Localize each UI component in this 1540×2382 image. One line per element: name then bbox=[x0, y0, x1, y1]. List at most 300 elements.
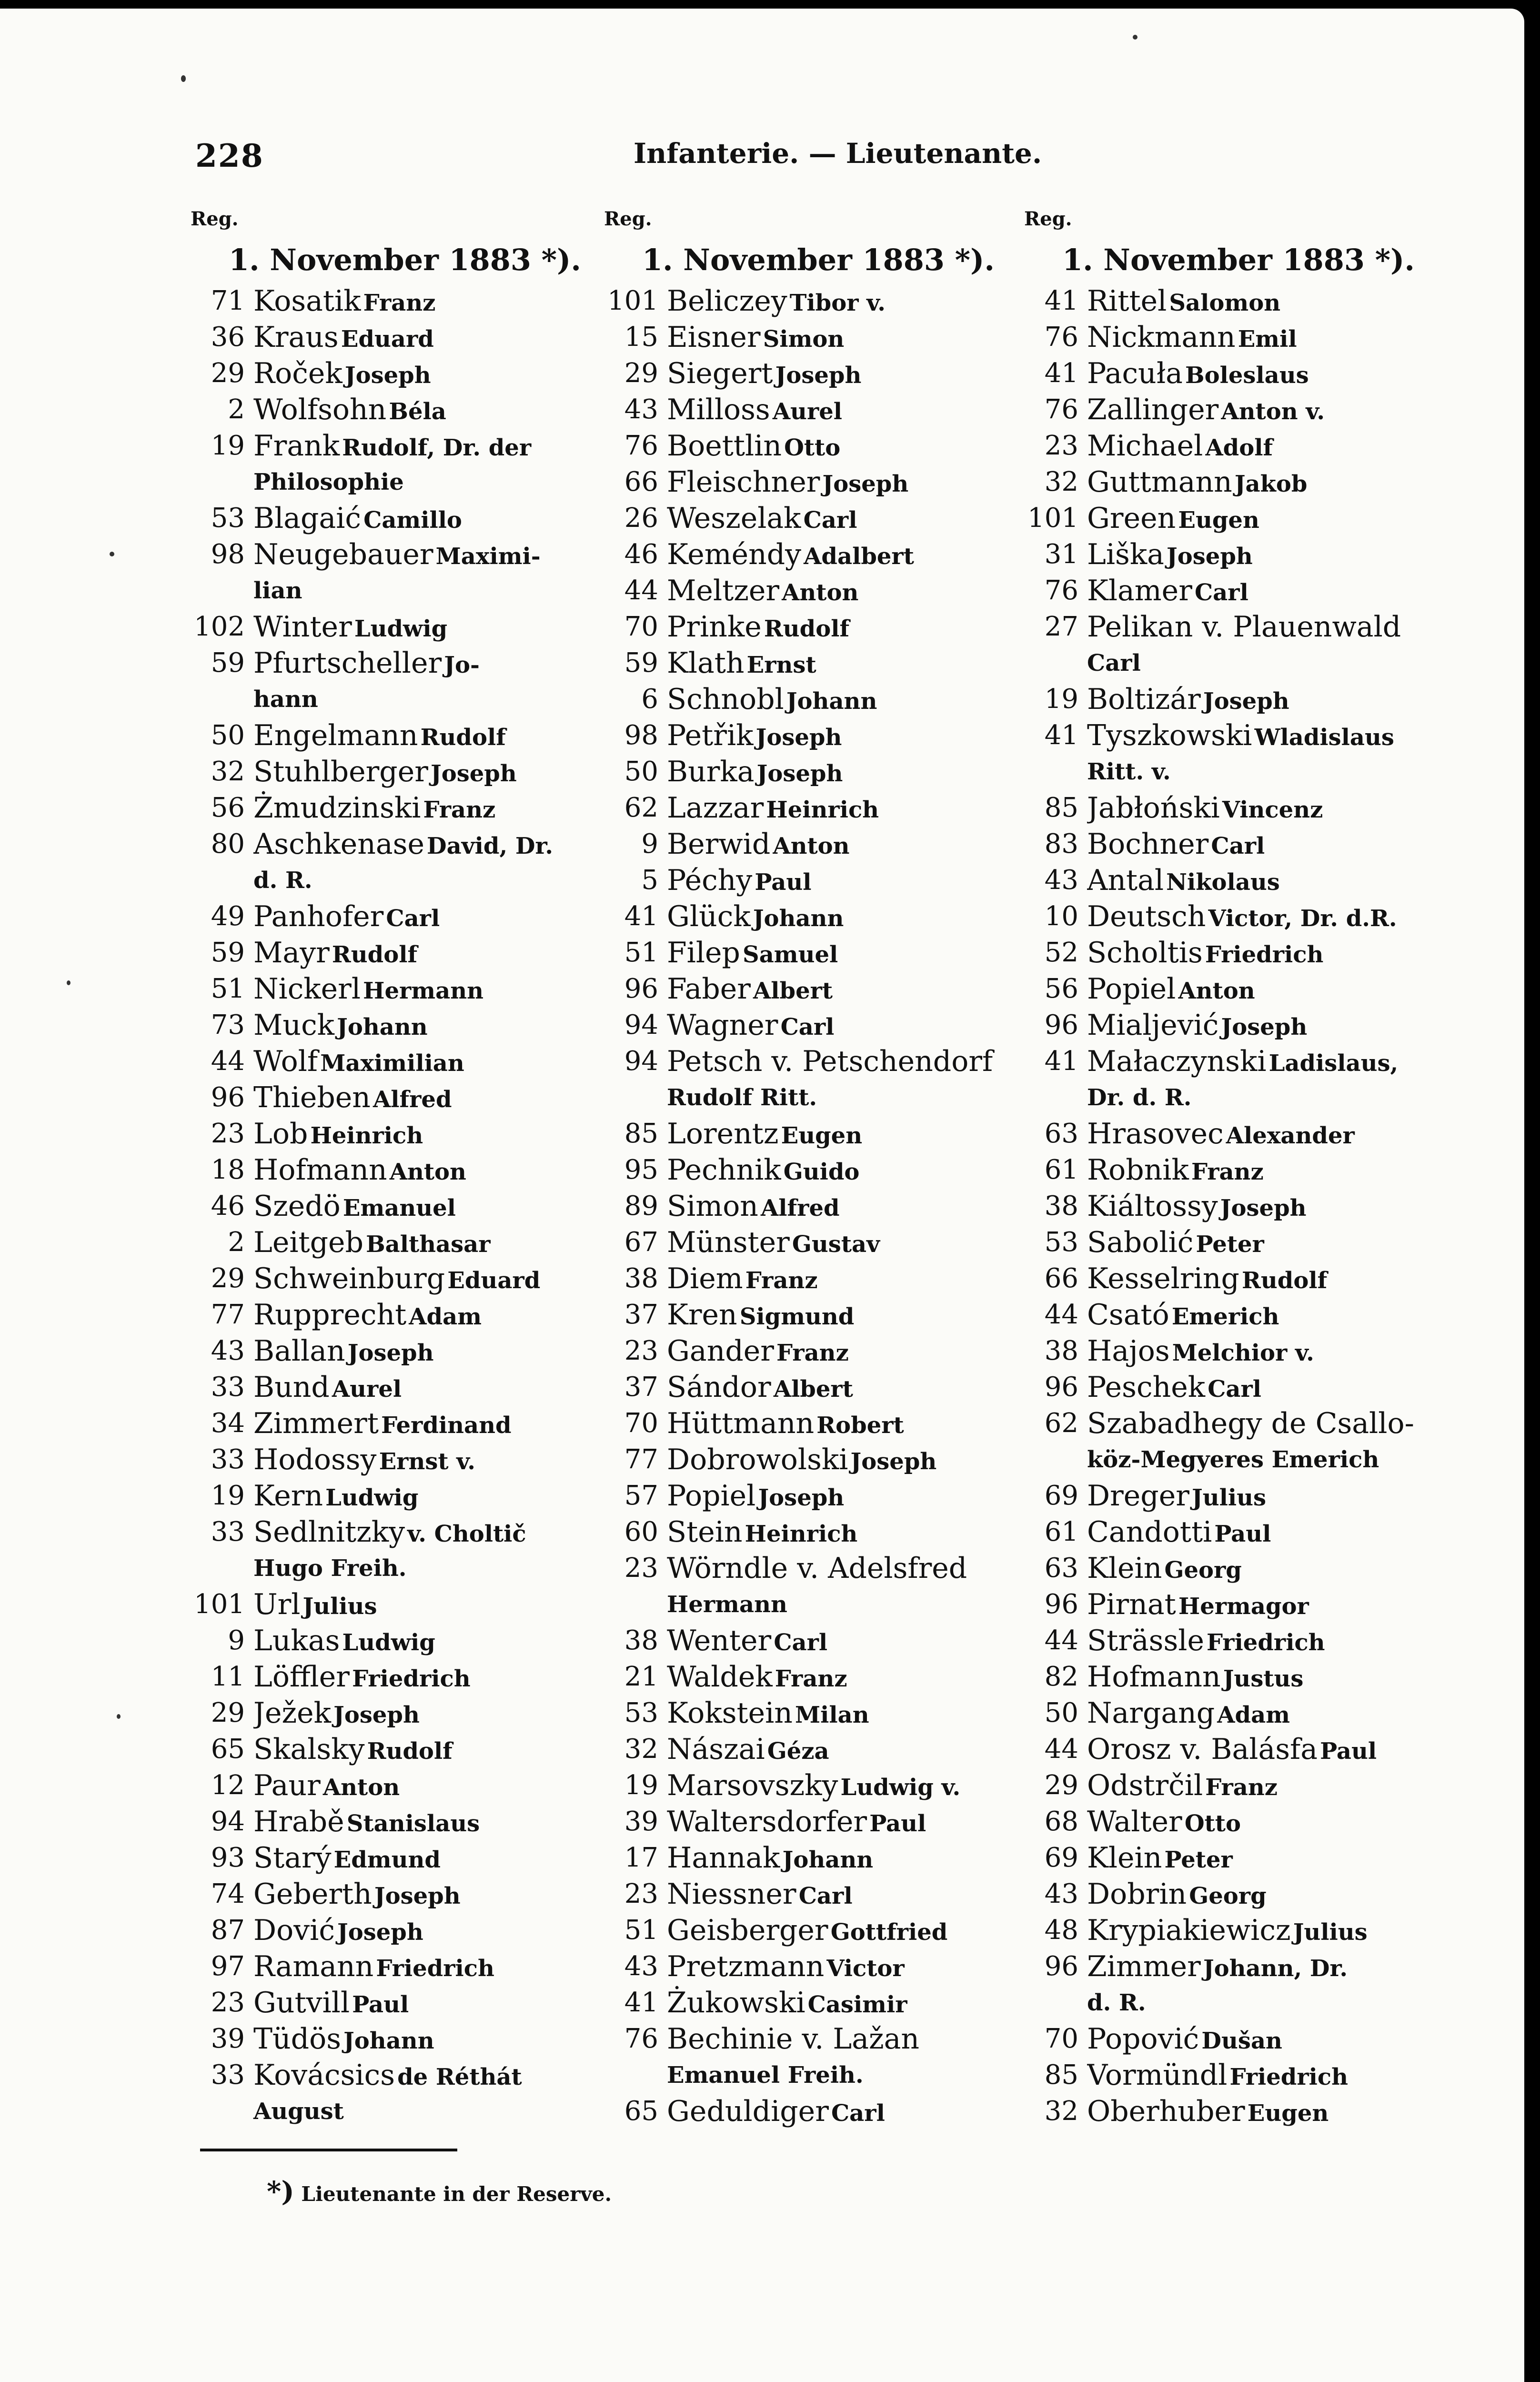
surname: Burka bbox=[667, 755, 755, 788]
list-item bbox=[191, 1840, 610, 1876]
surname: Żukowski bbox=[667, 1986, 805, 2019]
given-name: Paul bbox=[1320, 1738, 1377, 1765]
regiment-number: 38 bbox=[624, 1263, 658, 1294]
surname: Bechinie v. Lažan bbox=[667, 2022, 920, 2056]
officer-name bbox=[1087, 1152, 1443, 1188]
name-continuation: Philosophie bbox=[253, 469, 404, 495]
given-name: Johann bbox=[786, 688, 877, 715]
given-name: Simon bbox=[763, 326, 845, 353]
regiment-number: 43 bbox=[1044, 865, 1078, 896]
list-item bbox=[604, 1659, 1023, 1695]
given-name: Heinrich bbox=[766, 797, 879, 823]
list-item bbox=[604, 754, 1023, 790]
surname: Weszelak bbox=[667, 502, 801, 535]
given-name: Julius bbox=[302, 1593, 377, 1620]
officer-name bbox=[667, 1152, 1023, 1188]
surname: Hofmann bbox=[253, 1153, 387, 1187]
officer-name bbox=[667, 1876, 1023, 1912]
regiment-number: 9 bbox=[228, 1625, 245, 1656]
officer-name bbox=[1087, 1478, 1443, 1514]
surname: Sándor bbox=[667, 1371, 771, 1404]
list-item bbox=[1024, 1767, 1443, 1804]
given-name: Géza bbox=[767, 1738, 829, 1765]
officer-name bbox=[253, 1985, 610, 2021]
surname: Simon bbox=[667, 1190, 758, 1223]
surname: Boettlin bbox=[667, 429, 782, 463]
officer-name bbox=[667, 935, 1023, 971]
list-item bbox=[191, 355, 610, 392]
regiment-number: 46 bbox=[211, 1191, 245, 1221]
regiment-number: 56 bbox=[1044, 973, 1078, 1004]
officer-name bbox=[253, 2021, 610, 2057]
list-item bbox=[1024, 1586, 1443, 1623]
officer-name bbox=[1087, 1876, 1443, 1912]
ink-speck bbox=[1133, 35, 1137, 40]
list-item bbox=[1024, 826, 1443, 862]
officer-name bbox=[667, 1405, 1023, 1442]
given-name: Adolf bbox=[1205, 434, 1273, 461]
given-name: Carl bbox=[803, 507, 857, 534]
given-name: Franz bbox=[423, 797, 496, 823]
given-name: v. Choltič bbox=[407, 1521, 526, 1547]
regiment-number: 96 bbox=[211, 1082, 245, 1113]
given-name: Joseph bbox=[430, 760, 517, 787]
surname: Jabłoński bbox=[1087, 791, 1220, 825]
officer-name bbox=[1087, 536, 1443, 573]
officer-name bbox=[667, 826, 1023, 862]
regiment-number: 37 bbox=[624, 1372, 658, 1403]
officer-name bbox=[253, 826, 610, 862]
surname: Csató bbox=[1087, 1298, 1169, 1332]
officer-name bbox=[667, 1442, 1023, 1478]
officer-name bbox=[253, 536, 610, 573]
regiment-number: 85 bbox=[1044, 792, 1078, 823]
surname: Thieben bbox=[253, 1081, 371, 1114]
surname: Prinke bbox=[667, 610, 762, 644]
regiment-number: 9 bbox=[641, 828, 658, 859]
given-name: Franz bbox=[745, 1267, 818, 1294]
officer-name bbox=[253, 1007, 610, 1043]
regiment-number: 32 bbox=[1044, 466, 1078, 497]
given-name: Victor bbox=[826, 1955, 905, 1982]
given-name: Albert bbox=[753, 978, 833, 1004]
regiment-number: 5 bbox=[641, 865, 658, 896]
regiment-number: 44 bbox=[1044, 1299, 1078, 1330]
regiment-number: 41 bbox=[1044, 1046, 1078, 1077]
regiment-number: 41 bbox=[624, 1987, 658, 2018]
regiment-number: 101 bbox=[607, 285, 658, 316]
surname: Hrabě bbox=[253, 1805, 344, 1838]
list-item bbox=[191, 1767, 610, 1804]
list-item bbox=[191, 1405, 610, 1442]
regiment-number: 38 bbox=[1044, 1335, 1078, 1366]
surname: Boltizár bbox=[1087, 683, 1201, 716]
regiment-number: 32 bbox=[211, 756, 245, 787]
list-item bbox=[604, 1188, 1023, 1224]
surname: Lukas bbox=[253, 1624, 340, 1657]
given-name: Carl bbox=[798, 1883, 853, 1909]
regiment-number: 32 bbox=[1044, 2096, 1078, 2127]
regiment-number: 96 bbox=[624, 973, 658, 1004]
given-name: Eduard bbox=[341, 326, 434, 353]
surname: Pirnat bbox=[1087, 1588, 1176, 1621]
list-item bbox=[191, 392, 610, 428]
officer-name bbox=[1087, 1224, 1443, 1261]
officer-name bbox=[253, 754, 610, 790]
given-name: Johann bbox=[337, 1014, 428, 1040]
given-name: Paul bbox=[869, 1810, 926, 1837]
surname: Wolfsohn bbox=[253, 393, 387, 426]
regiment-number: 77 bbox=[211, 1299, 245, 1330]
surname: Petřik bbox=[667, 719, 754, 752]
regiment-number: 98 bbox=[211, 539, 245, 570]
footnote-text: Lieutenante in der Reserve. bbox=[301, 2182, 612, 2206]
given-name: Johann bbox=[782, 1847, 874, 1873]
surname: Glück bbox=[667, 900, 751, 933]
column-heading: 1. November 1883 *). bbox=[229, 242, 581, 277]
surname: Filep bbox=[667, 936, 740, 969]
given-name: de Réthát bbox=[397, 2064, 522, 2090]
officer-name bbox=[667, 971, 1023, 1007]
given-name: Rudolf bbox=[332, 941, 418, 968]
list-item bbox=[1024, 1623, 1443, 1659]
surname: Engelmann bbox=[253, 719, 418, 752]
surname: Peschek bbox=[1087, 1371, 1206, 1404]
regiment-number: 23 bbox=[211, 1118, 245, 1149]
surname: Hofmann bbox=[1087, 1660, 1221, 1694]
given-name: Adalbert bbox=[804, 543, 914, 570]
list-item bbox=[1024, 935, 1443, 971]
regiment-number: 12 bbox=[211, 1770, 245, 1801]
list-item bbox=[191, 790, 610, 826]
surname: Zimmert bbox=[253, 1407, 379, 1440]
surname: Löffler bbox=[253, 1660, 350, 1694]
surname: Oberhuber bbox=[1087, 2095, 1245, 2128]
given-name: Rudolf bbox=[1242, 1267, 1328, 1294]
surname: Kern bbox=[253, 1479, 323, 1513]
list-item bbox=[604, 1297, 1023, 1333]
surname: Dobrin bbox=[1087, 1877, 1187, 1911]
surname: Péchy bbox=[667, 864, 753, 897]
officer-name bbox=[253, 355, 610, 392]
given-name: Alfred bbox=[761, 1195, 840, 1221]
list-item bbox=[604, 464, 1023, 500]
given-name: Anton bbox=[782, 579, 859, 606]
surname: Bund bbox=[253, 1371, 330, 1404]
regiment-number: 23 bbox=[624, 1553, 658, 1584]
officer-name bbox=[253, 2057, 610, 2093]
given-name: Friedrich bbox=[1205, 941, 1324, 968]
list-item bbox=[604, 1948, 1023, 1985]
regiment-number: 29 bbox=[211, 1697, 245, 1728]
regiment-number: 2 bbox=[228, 394, 245, 425]
officer-name bbox=[667, 355, 1023, 392]
given-name: Friedrich bbox=[352, 1665, 471, 1692]
officer-name bbox=[1087, 1912, 1443, 1948]
officer-name bbox=[667, 500, 1023, 536]
list-item bbox=[1024, 392, 1443, 428]
book-page bbox=[0, 9, 1524, 2382]
regiment-number: 96 bbox=[1044, 1372, 1078, 1403]
list-item bbox=[191, 1586, 610, 1623]
regiment-number: 89 bbox=[624, 1191, 658, 1221]
surname: Gander bbox=[667, 1334, 774, 1368]
surname: Szabadhegy de Csallo- bbox=[1087, 1407, 1414, 1440]
officer-name bbox=[1087, 2093, 1443, 2130]
given-name: Friedrich bbox=[376, 1955, 494, 1982]
regiment-number: 69 bbox=[1044, 1480, 1078, 1511]
given-name: Joseph bbox=[775, 362, 862, 389]
officer-name bbox=[1087, 971, 1443, 1007]
list-item bbox=[1024, 1876, 1443, 1912]
given-name: Otto bbox=[784, 434, 841, 461]
regiment-number: 39 bbox=[624, 1806, 658, 1837]
regiment-number: 21 bbox=[624, 1661, 658, 1692]
list-item bbox=[1024, 500, 1443, 536]
officer-name bbox=[667, 1550, 1023, 1586]
given-name: Eduard bbox=[447, 1267, 541, 1294]
given-name: Joseph bbox=[333, 1702, 420, 1728]
surname: Michael bbox=[1087, 429, 1203, 463]
regiment-number: 29 bbox=[211, 358, 245, 389]
list-item bbox=[191, 1224, 610, 1261]
surname: Nászai bbox=[667, 1733, 765, 1766]
surname: Szedö bbox=[253, 1190, 341, 1223]
list-item bbox=[1024, 2021, 1443, 2057]
list-item bbox=[1024, 536, 1443, 573]
officer-name bbox=[667, 790, 1023, 826]
given-name: Alfred bbox=[373, 1086, 452, 1113]
surname: Schnobl bbox=[667, 683, 784, 716]
list-item bbox=[604, 1369, 1023, 1405]
list-item bbox=[604, 2021, 1023, 2057]
surname: Liška bbox=[1087, 538, 1164, 571]
given-name: Anton bbox=[322, 1774, 400, 1801]
officer-name bbox=[1087, 1550, 1443, 1586]
given-name: Joseph bbox=[1220, 1195, 1307, 1221]
list-item bbox=[191, 500, 610, 536]
list-item bbox=[191, 1659, 610, 1695]
regiment-number: 93 bbox=[211, 1842, 245, 1873]
regiment-number: 96 bbox=[1044, 1009, 1078, 1040]
surname: Panhofer bbox=[253, 900, 384, 933]
list-item bbox=[1024, 1659, 1443, 1695]
given-name: Samuel bbox=[743, 941, 838, 968]
given-name: David, Dr. bbox=[427, 833, 554, 859]
entry-list bbox=[191, 283, 610, 2130]
list-item bbox=[1024, 717, 1443, 754]
regiment-number: 51 bbox=[624, 937, 658, 968]
regiment-number: 96 bbox=[1044, 1589, 1078, 1620]
list-item bbox=[1024, 1369, 1443, 1405]
list-item bbox=[191, 1623, 610, 1659]
list-item bbox=[604, 1007, 1023, 1043]
surname: Wenter bbox=[667, 1624, 772, 1657]
list-item bbox=[1024, 790, 1443, 826]
regiment-number: 41 bbox=[1044, 285, 1078, 316]
reg-label: Reg. bbox=[1024, 208, 1072, 230]
list-item bbox=[1024, 609, 1443, 645]
given-name: Franz bbox=[1191, 1159, 1264, 1185]
surname: Kren bbox=[667, 1298, 737, 1332]
surname: Berwid bbox=[667, 828, 771, 861]
ink-speck bbox=[181, 75, 186, 82]
officer-name bbox=[1087, 681, 1443, 717]
ink-speck bbox=[67, 980, 70, 985]
surname: Klamer bbox=[1087, 574, 1192, 607]
given-name: Joseph bbox=[822, 471, 909, 497]
surname: Tüdös bbox=[253, 2022, 341, 2056]
given-name: Ernst v. bbox=[379, 1448, 476, 1475]
given-name: Carl bbox=[831, 2100, 885, 2127]
officer-name bbox=[1087, 1043, 1443, 1080]
regiment-number: 43 bbox=[624, 1951, 658, 1982]
officer-name bbox=[1087, 1948, 1443, 1985]
surname: Keméndy bbox=[667, 538, 802, 571]
officer-name bbox=[253, 1333, 610, 1369]
officer-name bbox=[667, 1804, 1023, 1840]
list-item bbox=[191, 1912, 610, 1948]
list-item bbox=[191, 536, 610, 573]
officer-name bbox=[667, 1478, 1023, 1514]
list-item bbox=[1024, 1804, 1443, 1840]
list-item bbox=[604, 392, 1023, 428]
officer-name bbox=[667, 1007, 1023, 1043]
given-name: Hermann bbox=[363, 978, 483, 1004]
list-item bbox=[604, 1405, 1023, 1442]
list-item bbox=[191, 1152, 610, 1188]
regiment-number: 67 bbox=[624, 1227, 658, 1258]
list-item bbox=[1024, 1333, 1443, 1369]
surname: Bochner bbox=[1087, 828, 1209, 861]
surname: Antal bbox=[1087, 864, 1164, 897]
list-item bbox=[604, 1985, 1023, 2021]
given-name: Georg bbox=[1189, 1883, 1267, 1909]
surname: Ježek bbox=[253, 1696, 332, 1730]
regiment-number: 102 bbox=[194, 611, 245, 642]
regiment-number: 98 bbox=[624, 720, 658, 751]
given-name: Ludwig bbox=[354, 616, 448, 642]
officer-name bbox=[253, 1297, 610, 1333]
given-name: Edmund bbox=[333, 1847, 441, 1873]
given-name: Anton bbox=[1178, 978, 1255, 1004]
surname: Pechnik bbox=[667, 1153, 781, 1187]
officer-name bbox=[667, 1043, 1023, 1080]
given-name: Eugen bbox=[1178, 507, 1259, 534]
regiment-number: 94 bbox=[624, 1009, 658, 1040]
officer-name bbox=[253, 500, 610, 536]
list-item bbox=[1024, 1478, 1443, 1514]
regiment-number: 85 bbox=[1044, 2059, 1078, 2090]
given-name: Joseph bbox=[756, 760, 843, 787]
officer-name bbox=[667, 573, 1023, 609]
surname: Stuhlberger bbox=[253, 755, 428, 788]
name-continuation: Rudolf Ritt. bbox=[667, 1084, 817, 1111]
list-item bbox=[191, 283, 610, 319]
regiment-number: 59 bbox=[211, 647, 245, 678]
list-item bbox=[604, 1043, 1023, 1080]
surname: Leitgeb bbox=[253, 1226, 363, 1259]
surname: Waldek bbox=[667, 1660, 773, 1694]
list-item bbox=[604, 935, 1023, 971]
surname: Meltzer bbox=[667, 574, 780, 607]
list-item bbox=[1024, 971, 1443, 1007]
list-item bbox=[1024, 898, 1443, 935]
officer-name bbox=[1087, 2021, 1443, 2057]
list-item bbox=[604, 862, 1023, 898]
officer-name bbox=[253, 1442, 610, 1478]
officer-name bbox=[667, 1767, 1023, 1804]
regiment-number: 44 bbox=[1044, 1625, 1078, 1656]
list-item bbox=[191, 319, 610, 355]
list-item bbox=[1024, 1261, 1443, 1297]
officer-name bbox=[667, 1188, 1023, 1224]
regiment-number: 60 bbox=[624, 1516, 658, 1547]
list-item bbox=[191, 754, 610, 790]
surname: Hajos bbox=[1087, 1334, 1170, 1368]
given-name: Justus bbox=[1223, 1665, 1304, 1692]
given-name: Julius bbox=[1293, 1919, 1368, 1946]
regiment-number: 23 bbox=[624, 1335, 658, 1366]
list-item bbox=[604, 1116, 1023, 1152]
entry-list bbox=[604, 283, 1023, 2130]
surname: Lazzar bbox=[667, 791, 764, 825]
regiment-number: 94 bbox=[211, 1806, 245, 1837]
footnote bbox=[267, 2175, 612, 2208]
officer-name bbox=[667, 1116, 1023, 1152]
given-name: Camillo bbox=[363, 507, 462, 534]
list-item bbox=[604, 1804, 1023, 1840]
surname: Starý bbox=[253, 1841, 332, 1875]
list-item bbox=[604, 1333, 1023, 1369]
regiment-number: 66 bbox=[624, 466, 658, 497]
given-name: Wladislaus bbox=[1254, 724, 1394, 751]
given-name: Joseph bbox=[1167, 543, 1253, 570]
list-item bbox=[1024, 464, 1443, 500]
given-name: Carl bbox=[386, 905, 440, 932]
regiment-number: 53 bbox=[211, 503, 245, 534]
officer-name bbox=[1087, 283, 1443, 319]
officer-name bbox=[253, 971, 610, 1007]
regiment-number: 51 bbox=[624, 1915, 658, 1946]
given-name: Maximilian bbox=[320, 1050, 464, 1077]
given-name: Rudolf bbox=[764, 616, 850, 642]
list-item bbox=[1024, 573, 1443, 609]
officer-name bbox=[253, 1731, 610, 1767]
list-item bbox=[604, 1224, 1023, 1261]
list-item bbox=[191, 1985, 610, 2021]
given-name: Maximi- bbox=[435, 543, 541, 570]
officer-name bbox=[1087, 826, 1443, 862]
list-item bbox=[1024, 1405, 1443, 1442]
footnote-mark: *) bbox=[267, 2175, 294, 2208]
name-continuation: hann bbox=[253, 686, 318, 713]
regiment-number: 18 bbox=[211, 1154, 245, 1185]
surname: Blagaić bbox=[253, 502, 362, 535]
regiment-number: 50 bbox=[624, 756, 658, 787]
officer-name bbox=[253, 1912, 610, 1948]
name-continuation: d. R. bbox=[1087, 1989, 1146, 2016]
list-item bbox=[604, 1695, 1023, 1731]
regiment-number: 19 bbox=[211, 1480, 245, 1511]
given-name: Emil bbox=[1238, 326, 1297, 353]
officer-name bbox=[253, 1948, 610, 1985]
regiment-number: 41 bbox=[624, 901, 658, 932]
list-item bbox=[604, 826, 1023, 862]
surname: Muck bbox=[253, 1009, 335, 1042]
given-name: Melchior v. bbox=[1172, 1340, 1314, 1366]
surname: Geberth bbox=[253, 1877, 372, 1911]
